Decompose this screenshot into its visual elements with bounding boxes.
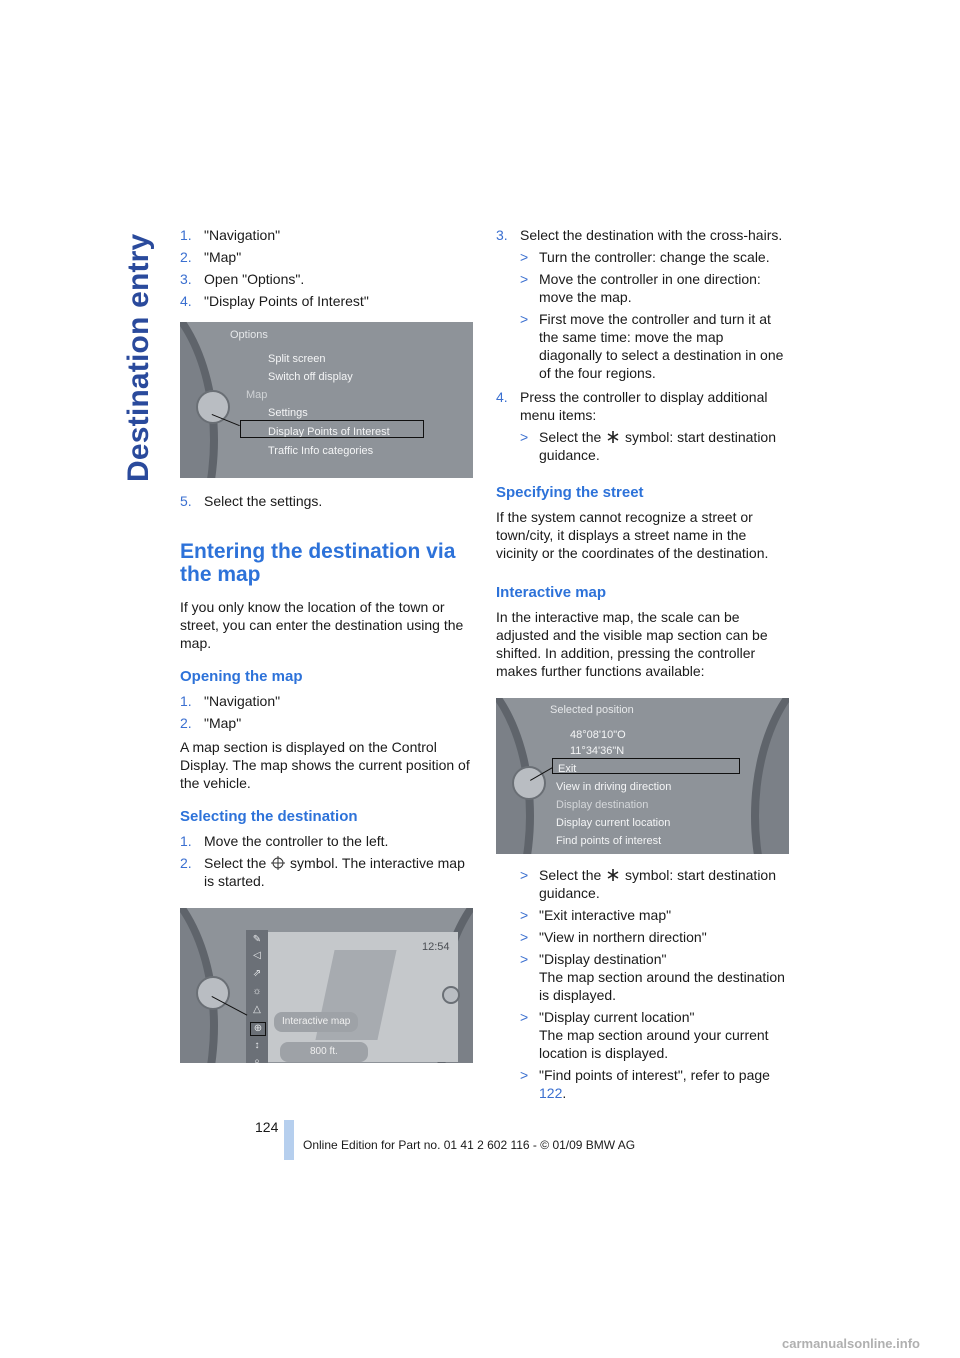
bullet-item: > Select the symbol: start destination guidance. <box>520 867 777 901</box>
menu-item: Split screen <box>268 353 326 365</box>
crosshair-icon <box>270 856 286 870</box>
map-clock: 12:54 <box>422 941 450 953</box>
crosshair-icon: ⊕ <box>250 1022 266 1036</box>
menu-item-highlighted: Exit <box>558 763 577 775</box>
bullet-item: > "Display destination" The map section around the destination is displayed. <box>520 951 785 1003</box>
body-text: In the interactive map, the scale can be adjusted and the visible map section can be shifted. In addition, pressing the controller makes further functions available: <box>496 609 768 679</box>
coordinate-latitude: 48°08'10"O <box>570 729 626 741</box>
sub-item: > First move the controller and turn it at the same time: move the map diagonally to select a destination in one of the four regions. <box>520 311 784 381</box>
footer-edition: Online Edition for Part no. 01 41 2 602 116 - © 01/09 BMW AG <box>303 1138 636 1152</box>
step-item: 5. Select the settings. <box>180 493 323 509</box>
selected-position-screenshot <box>496 698 789 854</box>
step-item: 2. "Map" <box>180 715 242 731</box>
subsection-heading: Interactive map <box>496 584 607 601</box>
page-reference-link[interactable]: 122 <box>539 1085 563 1101</box>
warning-icon: △ <box>253 1004 261 1015</box>
step-item: 3. Open "Options". <box>180 271 305 287</box>
page-number: 124 <box>255 1119 279 1135</box>
destination-flag-icon <box>605 430 621 444</box>
screen-title: Options <box>230 329 268 341</box>
subsection-heading: Selecting the destination <box>180 808 358 825</box>
destination-flag-icon <box>605 868 621 882</box>
screen-title: Selected position <box>550 704 634 716</box>
menu-item: Display destination <box>556 799 649 811</box>
interactive-map-screenshot <box>180 908 473 1063</box>
map-scale: 800 ft. <box>280 1042 368 1062</box>
body-text: A map section is displayed on the Control Display. The map shows the current position of the vehicle. <box>180 739 470 791</box>
interactive-map-label: Interactive map <box>274 1012 358 1032</box>
side-section-title: Destination entry <box>122 233 155 482</box>
menu-item: Traffic Info categories <box>268 445 374 457</box>
menu-item: Settings <box>268 407 308 419</box>
menu-item: Map <box>246 389 268 401</box>
highlight-frame <box>240 420 424 438</box>
bullet-item: > "Display current location" The map section around your current location is displayed. <box>520 1009 769 1061</box>
highlight-frame <box>552 758 740 774</box>
step-item: 2. Select the symbol. The interactive map is started. <box>180 855 465 889</box>
bullet-item: > "Exit interactive map" <box>520 907 672 923</box>
menu-item: Switch off display <box>268 371 353 383</box>
sun-icon: ☼ <box>252 986 262 997</box>
body-text: If you only know the location of the town or street, you can enter the destination using the map. <box>180 599 464 651</box>
section-heading: Entering the destination via the map <box>180 540 456 586</box>
bullet-item: > "View in northern direction" <box>520 929 707 945</box>
zoom-icon: ⌕ <box>254 1056 260 1063</box>
body-text: If the system cannot recognize a street or town/city, it displays a street name in the vicinity or the coordinates of the destination. <box>496 509 769 561</box>
watermark: carmanualsonline.info <box>782 1336 920 1351</box>
step-item: 3. Select the destination with the cross-hairs. <box>496 227 783 243</box>
footer-accent-bar <box>284 1120 294 1160</box>
menu-item: Display current location <box>556 817 671 829</box>
step-item: 2. "Map" <box>180 249 242 265</box>
bullet-item: > "Find points of interest", refer to page 122. <box>520 1067 770 1101</box>
controller-knob-icon <box>196 976 230 1010</box>
menu-item: Find points of interest <box>556 835 662 847</box>
step-item: 1. "Navigation" <box>180 227 281 243</box>
route-icon: ⇗ <box>252 968 262 979</box>
map-icon-column <box>246 930 268 1063</box>
step-item: 1. Move the controller to the left. <box>180 833 389 849</box>
speaker-icon: ◁ <box>253 950 261 961</box>
sub-item: > Select the symbol: start destination guidance. <box>520 429 777 463</box>
right-column <box>496 226 788 1106</box>
subsection-heading: Opening the map <box>180 668 303 685</box>
subsection-heading: Specifying the street <box>496 484 644 501</box>
menu-item-highlighted: Display Points of Interest <box>268 426 390 438</box>
sub-item: > Turn the controller: change the scale. <box>520 249 770 265</box>
left-column <box>180 226 472 1073</box>
right-knob-icon <box>442 986 460 1004</box>
step-item: 4. Press the controller to display additional menu items: <box>496 389 768 423</box>
menu-item: View in driving direction <box>556 781 672 793</box>
step-item: 1. "Navigation" <box>180 693 281 709</box>
sub-item: > Move the controller in one direction: move the map. <box>520 271 761 305</box>
controller-knob-icon <box>512 766 546 800</box>
north-icon: ↕ <box>254 1040 260 1051</box>
options-screenshot <box>180 322 473 478</box>
voice-icon: ✎ <box>252 934 262 945</box>
coordinate-longitude: 11°34'36"N <box>570 745 625 757</box>
step-item: 4. "Display Points of Interest" <box>180 293 369 309</box>
